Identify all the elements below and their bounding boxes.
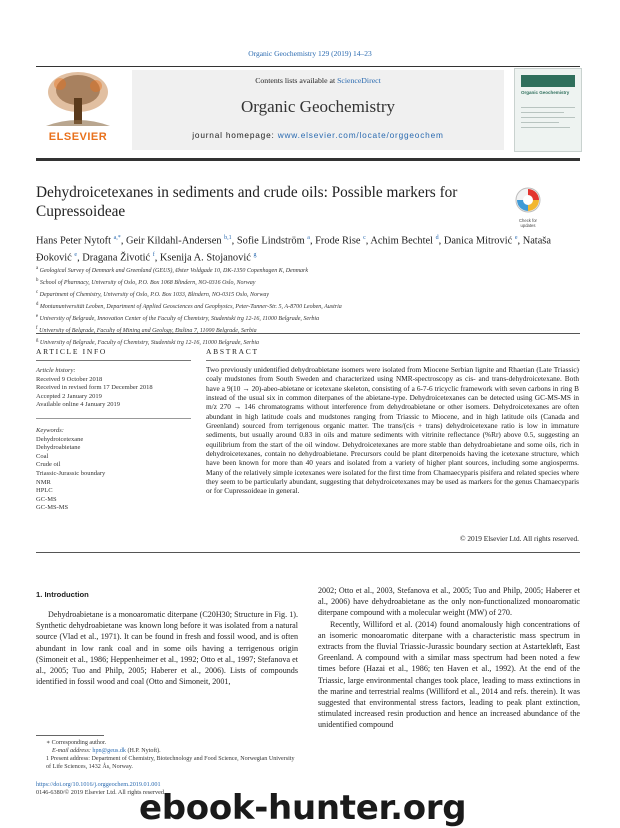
affiliation-key: e — [36, 314, 39, 319]
crossmark-icon — [514, 186, 542, 214]
affiliation-text: University of Belgrade, Faculty of Chemistry, Studentski trg 12-16, 11000 Belgrade, Serbia — [38, 340, 260, 346]
history-item: Received 9 October 2018 — [36, 375, 103, 383]
article-info-heading: ARTICLE INFO — [36, 347, 107, 356]
elsevier-tree-logo-icon — [36, 68, 120, 130]
body-column-right — [318, 585, 580, 731]
keyword-item: Coal — [36, 452, 49, 460]
affiliation-text: Montanuniversität Leoben, Department of Applied Geosciences and Geophysics, Peter-Tunner-Str. 5, A-8700 Leoben, Austria — [38, 304, 342, 310]
author-name[interactable]: Ksenija A. Stojanović — [159, 252, 251, 264]
email-label: E-mail address: — [52, 748, 93, 755]
email-suffix: (H.P. Nytoft). — [125, 748, 161, 755]
homepage-url-link[interactable]: www.elsevier.com/locate/orggeochem — [277, 130, 444, 140]
contents-available-line — [132, 76, 504, 85]
keyword-item: Dehydroabietane — [36, 444, 81, 452]
affil-divider — [36, 333, 580, 334]
article-info-column — [36, 367, 191, 513]
keyword-list — [36, 436, 191, 513]
author-affiliation-marker[interactable]: e — [514, 235, 518, 241]
history-item: Accepted 2 January 2019 — [36, 392, 102, 400]
affiliation-item — [36, 312, 576, 324]
contents-prefix: Contents lists available at — [255, 76, 338, 85]
issn-line: 0146-6380/© 2019 Elsevier Ltd. All rights reserved. — [36, 789, 166, 797]
footnotes — [36, 739, 298, 771]
affiliation-key: a — [36, 266, 39, 271]
author-name[interactable]: Sofie Lindström — [236, 235, 305, 247]
affiliation-text: University of Belgrade, Faculty of Mining and Geology, Đušina 7, 11000 Belgrade, Serbia — [37, 328, 257, 334]
author-name[interactable]: Nataša Đoković — [36, 235, 551, 264]
check-for-updates-badge[interactable] — [514, 186, 542, 226]
abstract-heading: ABSTRACT — [206, 347, 259, 356]
journal-name: Organic Geochemistry — [240, 97, 396, 116]
author-name[interactable]: Dragana Životić — [82, 252, 151, 264]
author-affiliation-marker[interactable]: e — [74, 252, 78, 259]
cover-band — [521, 75, 575, 87]
author-affiliation-marker[interactable]: g — [253, 252, 257, 259]
author-affiliation-marker[interactable]: a,* — [113, 235, 121, 241]
affiliation-key: b — [36, 278, 39, 283]
doi-link[interactable]: https://doi.org/10.1016/j.orggeochem.2019.01.001 — [36, 781, 161, 788]
author-affiliation-marker[interactable]: f — [152, 252, 155, 259]
affiliation-item — [36, 276, 576, 288]
affiliation-item — [36, 300, 576, 312]
cover-text-lines — [521, 107, 575, 137]
cover-title: Organic Geochemistry — [521, 90, 570, 95]
affiliation-text: Geological Survey of Denmark and Greenland (GEUS), Øster Voldgade 10, DK-1350 Copenhagen K, Denmark — [38, 268, 309, 274]
author-name[interactable]: Hans Peter Nytoft — [36, 235, 112, 247]
keywords-label: Keywords: — [36, 418, 191, 436]
body-column-left: Dehydroabietane is a monoaromatic diterpane (C20H30; Structure in Fig. 1). Synthetic dehydroabietane was known long before it was isolated from a natural source (Vlad et al., 1971). It can be found in fresh and fossil wood, and is often abundant in low rank coal and in some oils having a terrigenous origin (Simoneit et al., 1986; Heppenheimer et al., 1992; Otto et al., 1997; Stefanova et al., 2005; Tuo and Philp, 2005; Haberer et al., 2006). Lists of compounds identified in fossil wood and coal (Otto and Simoneit, 2001, — [36, 610, 298, 687]
author-name[interactable]: Frode Rise — [315, 235, 361, 247]
affiliation-key: g — [36, 338, 39, 343]
affiliation-key: f — [36, 326, 38, 331]
corresponding-author-note: ∗ Corresponding author. — [46, 740, 107, 746]
author-affiliation-marker[interactable]: c — [363, 235, 366, 241]
footnote-rule — [36, 735, 104, 736]
keyword-item: Dehydroicetexane — [36, 435, 84, 443]
body-paragraph: Recently, Williford et al. (2014) found anomalously high concentrations of an isomeric monoaromatic diterpane with a characteristic mass spectrum in extracts from the fluvial Triassic-Jurassic boundary section at Astartekløft, East Greenland. A compound with a similar mass spectrum had been noted a few times before (Hazai et al., 1986; ten Haven et al., 1992). At the end of the Triassic, large environmental changes took place, leading to mass extinctions in the marine and terrestrial realms (Williford et al., 2014 and refs. therein). It was suggested that environmental stress factors, leading to peak plant extinction, stimulated increased resin production and hence an increased abundance of the unidentified compound — [318, 619, 580, 730]
body-paragraph: 2002; Otto et al., 2003, Stefanova et al., 2005; Tuo and Philp, 2005; Haberer et al., 2006) have dehydroabietane as the only non-functionalized monoaromatic diterpane compound with a molecular weight (MW) of 270. — [318, 586, 580, 618]
author-affiliation-marker[interactable]: b,1 — [224, 235, 232, 241]
affiliation-item — [36, 324, 576, 336]
affiliation-text: School of Pharmacy, University of Oslo, P.O. Box 1068 Blindern, NO-0316 Oslo, Norway — [38, 280, 256, 286]
header-top-rule — [36, 66, 580, 67]
affiliation-item — [36, 264, 576, 276]
copyright-line: © 2019 Elsevier Ltd. All rights reserved. — [459, 534, 579, 543]
email-link[interactable]: hpn@geus.dk — [92, 748, 126, 755]
article-info-rule — [36, 360, 191, 361]
history-item: Available online 4 January 2019 — [36, 401, 120, 409]
present-address-note: 1 Present address: Department of Chemistry, Biotechnology and Food Science, Norwegian University of Life Sciences, 1432 Ås, Norway. — [46, 756, 295, 771]
journal-cover-thumbnail[interactable] — [514, 68, 582, 152]
author-list: Hans Peter Nytoft $^{a,*}$, Geir Kildahl-Andersen $^{b,1}$, Sofie Lindström $^a$, Frode Rise $^c$, Achim Bechtel $^d$, Danica Mitrović $^e$, Nataša Đoković $^e$, Dragana Životić $^f$, Ksenija A. Stojanović $^g$ — [36, 235, 551, 264]
author-name[interactable]: Geir Kildahl-Andersen — [126, 235, 222, 247]
crossmark-label: Check for updates — [519, 218, 537, 228]
keyword-item: NMR — [36, 478, 51, 486]
watermark-text: ebook-hunter.org — [139, 788, 467, 828]
section-heading-introduction: 1. Introduction — [36, 590, 89, 599]
header-bottom-rule — [36, 158, 580, 161]
author-affiliation-marker[interactable]: d — [435, 235, 439, 241]
keyword-item: HPLC — [36, 487, 53, 495]
affiliation-list — [36, 264, 576, 348]
keyword-item: Triassic-Jurassic boundary — [36, 469, 106, 477]
abstract-rule — [206, 360, 580, 361]
history-label: Article history: — [36, 367, 76, 374]
abstract-text: Two previously unidentified dehydroabietane isomers were isolated from Miocene Serbian lignite and Rhaetian (Late Triassic) coaly mudstones from South Sweden and characterized using NMR-spectroscopy as cis- and trans-dehydroicetexane. Both have a 9(10 → 20)-abeo-abietane or icetexane skeleton, consisting of a 6-7-6 tricyclic framework with seven carbons in ring B instead of the usual six in common diterpanes of the abietane-type. Dehydroicetexanes can be detected using GC-MS-MS in m/z 270 → 146 chromatograms without interference from dehydroabietane or other isomers. Dehydroicetexanes are often abundant in high latitude coals and mudstones ranging from Triassic to Miocene, and in high latitude oils (Canada and Greenland) sourced from terrigenous organic matter. The trans/(cis + trans) dehydroicetexane ratio is low in immature sediments, but usually around 0.83 in oils and mature sediments with vitrinite reflectance (%Rr) above 0.5, suggesting an equilibrium from the start of the oil window. Dehydroicetexanes are more stable than dehydroabietane and some oils, rich in dehydroicetexanes, contain no dehydroabietane. Precursors could be plant diterpenoids having the icetexane structure, which have been known for more than 40 years and isolated from a variety of higher plant sources, including some angiosperms. Many of the relatively simple icetexanes were isolated for the first time from Chamaecyparis pisifera and related species where they seem to be particularly abundant, suggesting that dehydroicetexanes may be used as markers for the genus Chamaecyparis or for Cupressoideae in general. — [206, 365, 579, 496]
homepage-prefix: journal homepage: — [192, 130, 278, 140]
affiliation-text: University of Belgrade, Innovation Center of the Faculty of Chemistry, Studentski trg 12-16, 11000 Belgrade, Serbia — [38, 316, 320, 322]
affiliation-text: Department of Chemistry, University of Oslo, P.O. Box 1033, Blindern, NO-0315 Oslo, Norway — [38, 292, 270, 298]
keyword-item: Crude oil — [36, 461, 61, 469]
affiliation-item — [36, 336, 576, 348]
author-affiliation-marker[interactable]: a — [307, 235, 310, 241]
author-name[interactable]: Danica Mitrović — [443, 235, 513, 247]
elsevier-logo-text: ELSEVIER — [48, 131, 108, 143]
keyword-item: GC-MS-MS — [36, 504, 69, 512]
history-list — [36, 376, 191, 410]
sciencedirect-link[interactable]: ScienceDirect — [337, 76, 381, 85]
keyword-item: GC-MS — [36, 495, 57, 503]
email-note — [36, 747, 298, 755]
article-title: Dehydroicetexanes in sediments and crude oils: Possible markers for Cupressoideae — [36, 184, 458, 220]
author-name[interactable]: Achim Bechtel — [370, 235, 433, 247]
affiliation-key: d — [36, 302, 39, 307]
journal-reference-link[interactable]: Organic Geochemistry 129 (2019) 14–23 — [248, 49, 372, 58]
abstract-bottom-rule — [36, 552, 580, 553]
history-item: Received in revised form 17 December 2018 — [36, 384, 153, 392]
journal-homepage-line — [132, 130, 504, 140]
affiliation-key: c — [36, 290, 39, 295]
affiliation-item — [36, 288, 576, 300]
